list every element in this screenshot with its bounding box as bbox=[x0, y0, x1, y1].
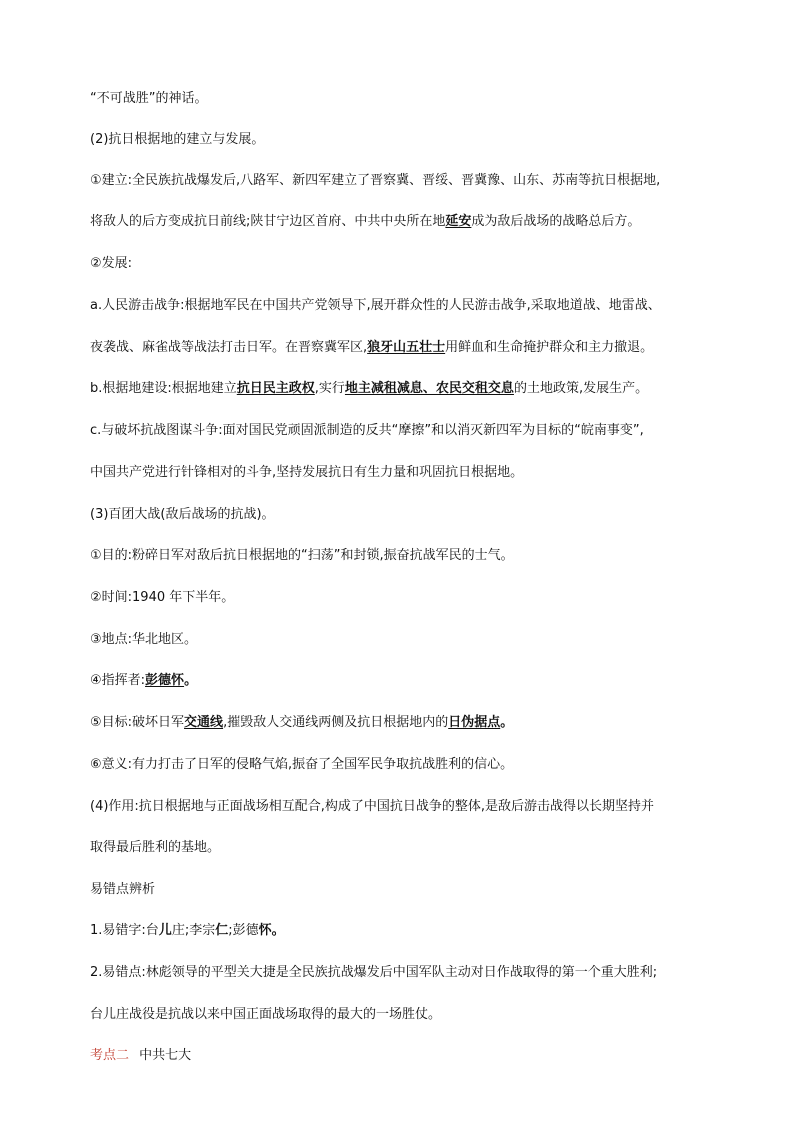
text-span: ①目的:粉碎日军对敌后抗日根据地的“扫荡”和封锁,振奋抗战军民的士气。 bbox=[90, 548, 514, 563]
text-span: b.根据地建设:根据地建立 bbox=[90, 381, 237, 396]
text-span: 的土地政策,发展生产。 bbox=[513, 381, 649, 396]
key-char: 仁 bbox=[215, 923, 229, 938]
text-span: 台儿庄战役是抗战以来中国正面战场取得的最大的一场胜仗。 bbox=[90, 1007, 442, 1022]
text-span: 取得最后胜利的基地。 bbox=[90, 840, 221, 855]
section-heading: (4)作用:抗日根据地与正面战场相互配合,构成了中国抗日战争的整体,是敌后游击战得以长期坚持并 bbox=[90, 799, 655, 814]
text-line-10 bbox=[90, 464, 730, 482]
key-term: 日伪据点 bbox=[448, 715, 501, 730]
text-line-6 bbox=[90, 297, 730, 315]
text-span: “不可战胜”的神话。 bbox=[90, 91, 208, 106]
text-line-14 bbox=[90, 631, 730, 649]
text-span: ;彭德 bbox=[228, 923, 259, 938]
key-term: 交通线 bbox=[184, 715, 224, 730]
text-span: 用鲜血和生命掩护群众和主力撤退。 bbox=[445, 340, 654, 355]
text-span: ②发展: bbox=[90, 256, 133, 271]
section-heading: (2)抗日根据地的建立与发展。 bbox=[90, 132, 265, 147]
text-line-3 bbox=[90, 172, 730, 190]
text-line-4 bbox=[90, 213, 730, 231]
text-span: 中国共产党进行针锋相对的斗争,坚持发展抗日有生力量和巩固抗日根据地。 bbox=[90, 465, 524, 480]
text-span: 2.易错点:林彪领导的平型关大捷是全民族抗战爆发后中国军队主动对日作战取得的第一个重大胜利; bbox=[90, 965, 658, 980]
text-line-16 bbox=[90, 714, 730, 732]
text-line-22 bbox=[90, 964, 730, 982]
text-line-2 bbox=[90, 131, 730, 149]
text-span: 庄;李宗 bbox=[171, 923, 216, 938]
text-span: ③地点:华北地区。 bbox=[90, 632, 198, 647]
text-line-12 bbox=[90, 547, 730, 565]
text-span: c.与破坏抗战图谋斗争:面对国民党顽固派制造的反共“摩擦”和以消灭新四军为目标的“皖南事变”, bbox=[90, 423, 644, 438]
text-span: a.人民游击战争:根据地军民在中国共产党领导下,展开群众性的人民游击战争,采取地道战、地雷战、 bbox=[90, 298, 661, 313]
key-term: 抗日民主政权 bbox=[236, 381, 315, 396]
text-line-7 bbox=[90, 339, 730, 357]
key-term: 地主减租减息、农民交租交息 bbox=[344, 381, 514, 396]
text-span: 1.易错字:台 bbox=[90, 923, 159, 938]
text-line-9 bbox=[90, 422, 730, 440]
text-span: ②时间:1940 年下半年。 bbox=[90, 590, 235, 605]
text-span: 夜袭战、麻雀战等战法打击日军。在晋察冀军区, bbox=[90, 340, 368, 355]
text-line-11 bbox=[90, 506, 730, 524]
text-span: ⑥意义:有力打击了日军的侵略气焰,振奋了全国军民争取抗战胜利的信心。 bbox=[90, 757, 514, 772]
text-span: ⑤目标:破坏日军 bbox=[90, 715, 185, 730]
section-heading: (3)百团大战(敌后战场的抗战)。 bbox=[90, 507, 275, 522]
text-span: 成为敌后战场的战略总后方。 bbox=[471, 214, 641, 229]
text-span: ①建立:全民族抗战爆发后,八路军、新四军建立了晋察冀、晋绥、晋冀豫、山东、苏南等抗日根据地, bbox=[90, 173, 661, 188]
text-line-18 bbox=[90, 798, 730, 816]
text-line-13 bbox=[90, 589, 730, 607]
subsection-heading: 易错点辨析 bbox=[90, 882, 156, 897]
text-span: 。 bbox=[271, 923, 285, 938]
text-line-24 bbox=[90, 1047, 730, 1065]
key-term: 狼牙山五壮士 bbox=[367, 340, 446, 355]
text-line-21 bbox=[90, 922, 730, 940]
text-span: ,摧毁敌人交通线两侧及抗日根据地内的 bbox=[223, 715, 449, 730]
text-span: 。 bbox=[184, 673, 198, 688]
text-span: 将敌人的后方变成抗日前线;陕甘宁边区首府、中共中央所在地 bbox=[90, 214, 446, 229]
text-line-20 bbox=[90, 881, 730, 899]
text-line-17 bbox=[90, 756, 730, 774]
text-span: ,实行 bbox=[314, 381, 345, 396]
text-line-15 bbox=[90, 672, 730, 690]
exam-point-title: 中共七大 bbox=[139, 1048, 192, 1063]
text-span: 。 bbox=[500, 715, 514, 730]
key-char: 儿 bbox=[158, 923, 172, 938]
text-line-8 bbox=[90, 380, 730, 398]
text-line-5 bbox=[90, 255, 730, 273]
text-line-1 bbox=[90, 90, 730, 108]
key-char: 怀 bbox=[258, 923, 272, 938]
text-line-23 bbox=[90, 1006, 730, 1024]
text-line-19 bbox=[90, 839, 730, 857]
text-span: ④指挥者: bbox=[90, 673, 146, 688]
key-term: 延安 bbox=[445, 214, 472, 229]
key-term: 彭德怀 bbox=[145, 673, 185, 688]
exam-point-label: 考点二 bbox=[90, 1048, 130, 1063]
